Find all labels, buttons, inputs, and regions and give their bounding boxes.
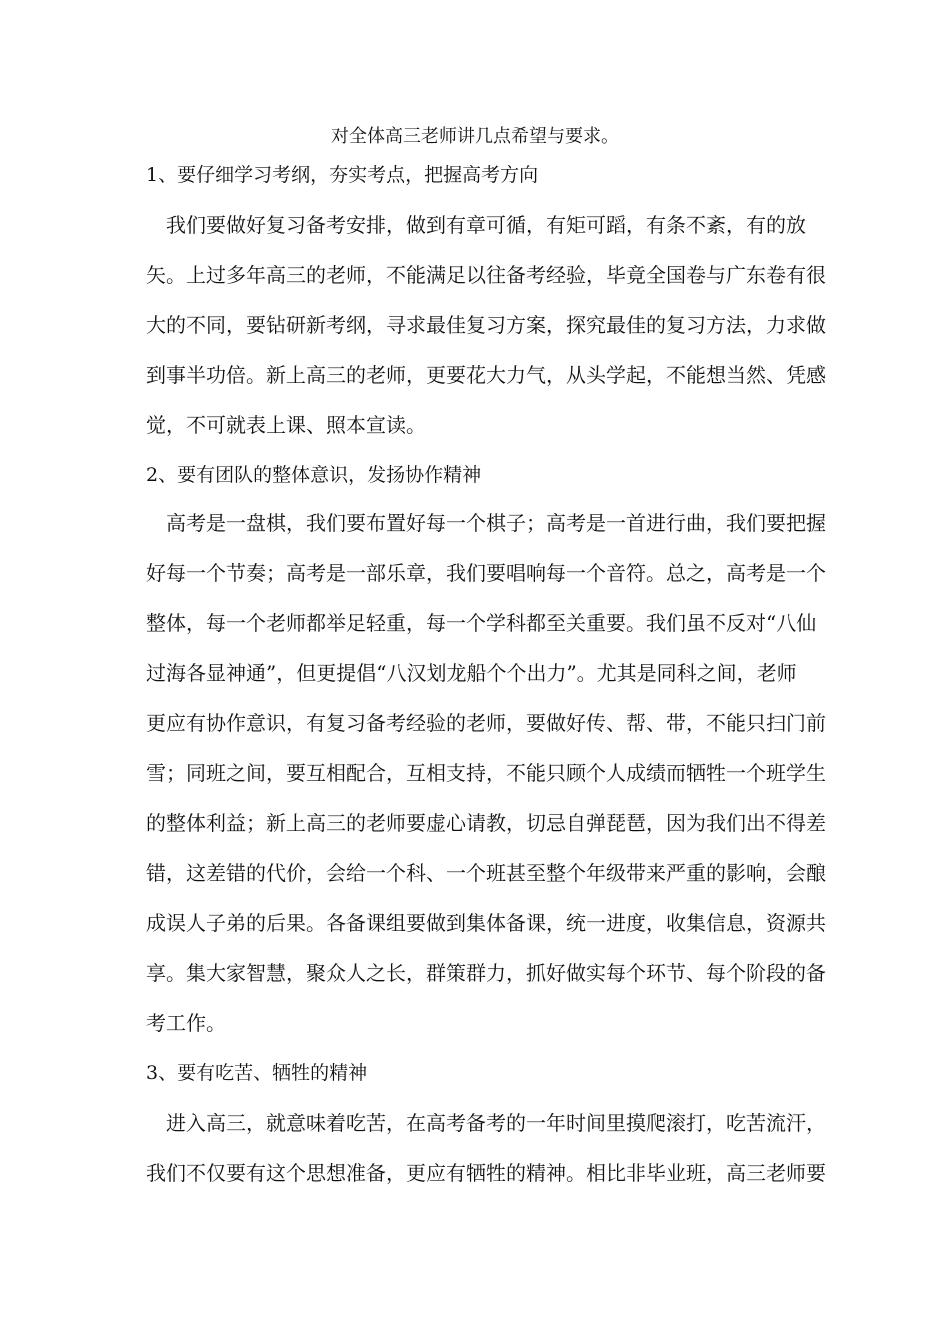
paragraph-line: 我们不仅要有这个思想准备，更应有牺牲的精神。相比非毕业班，高三老师要 <box>146 1161 826 1185</box>
paragraph-line: 大的不同，要钻研新考纲，寻求最佳复习方案，探究最佳的复习方法，力求做 <box>146 313 826 337</box>
section-heading-2: 2、要有团队的整体意识，发扬协作精神 <box>146 464 482 486</box>
paragraph-line: 好每一个节奏；高考是一部乐章，我们要唱响每一个音符。总之，高考是一个 <box>146 561 826 585</box>
paragraph-line: 我们要做好复习备考安排，做到有章可循，有矩可蹈，有条不紊，有的放 <box>146 213 806 237</box>
paragraph-line: 过海各显神通”，但更提倡“八汉划龙船个个出力”。尤其是同科之间，老师 <box>146 661 797 685</box>
paragraph-line: 觉，不可就表上课、照本宣读。 <box>146 413 426 437</box>
paragraph-line: 高考是一盘棋，我们要布置好每一个棋子；高考是一首进行曲，我们要把握 <box>146 511 826 535</box>
paragraph-line: 成误人子弟的后果。各备课组要做到集体备课，统一进度，收集信息，资源共 <box>146 911 826 935</box>
paragraph-line: 享。集大家智慧，聚众人之长，群策群力，抓好做实每个环节、每个阶段的备 <box>146 961 826 985</box>
section-heading-3: 3、要有吃苦、牺牲的精神 <box>146 1062 368 1084</box>
paragraph-line: 更应有协作意识，有复习备考经验的老师，要做好传、帮、带，不能只扫门前 <box>146 711 826 735</box>
paragraph-line: 考工作。 <box>146 1011 226 1035</box>
paragraph-line: 雪；同班之间，要互相配合，互相支持，不能只顾个人成绩而牺牲一个班学生 <box>146 761 826 785</box>
paragraph-line: 进入高三，就意味着吃苦，在高考备考的一年时间里摸爬滚打，吃苦流汗， <box>146 1111 826 1135</box>
paragraph-line: 到事半功倍。新上高三的老师，更要花大力气，从头学起，不能想当然、凭感 <box>146 363 826 387</box>
paragraph-line: 错，这差错的代价，会给一个科、一个班甚至整个年级带来严重的影响，会酿 <box>146 861 826 885</box>
paragraph-line: 的整体利益；新上高三的老师要虚心请教，切忌自弹琵琶，因为我们出不得差 <box>146 811 826 835</box>
paragraph-line: 矢。上过多年高三的老师，不能满足以往备考经验，毕竟全国卷与广东卷有很 <box>146 263 826 287</box>
paragraph-line: 整体，每一个老师都举足轻重，每一个学科都至关重要。我们虽不反对“八仙 <box>146 611 817 635</box>
section-heading-1: 1、要仔细学习考纲，夯实考点，把握高考方向 <box>146 164 539 186</box>
document-title: 对全体高三老师讲几点希望与要求。 <box>331 126 619 147</box>
